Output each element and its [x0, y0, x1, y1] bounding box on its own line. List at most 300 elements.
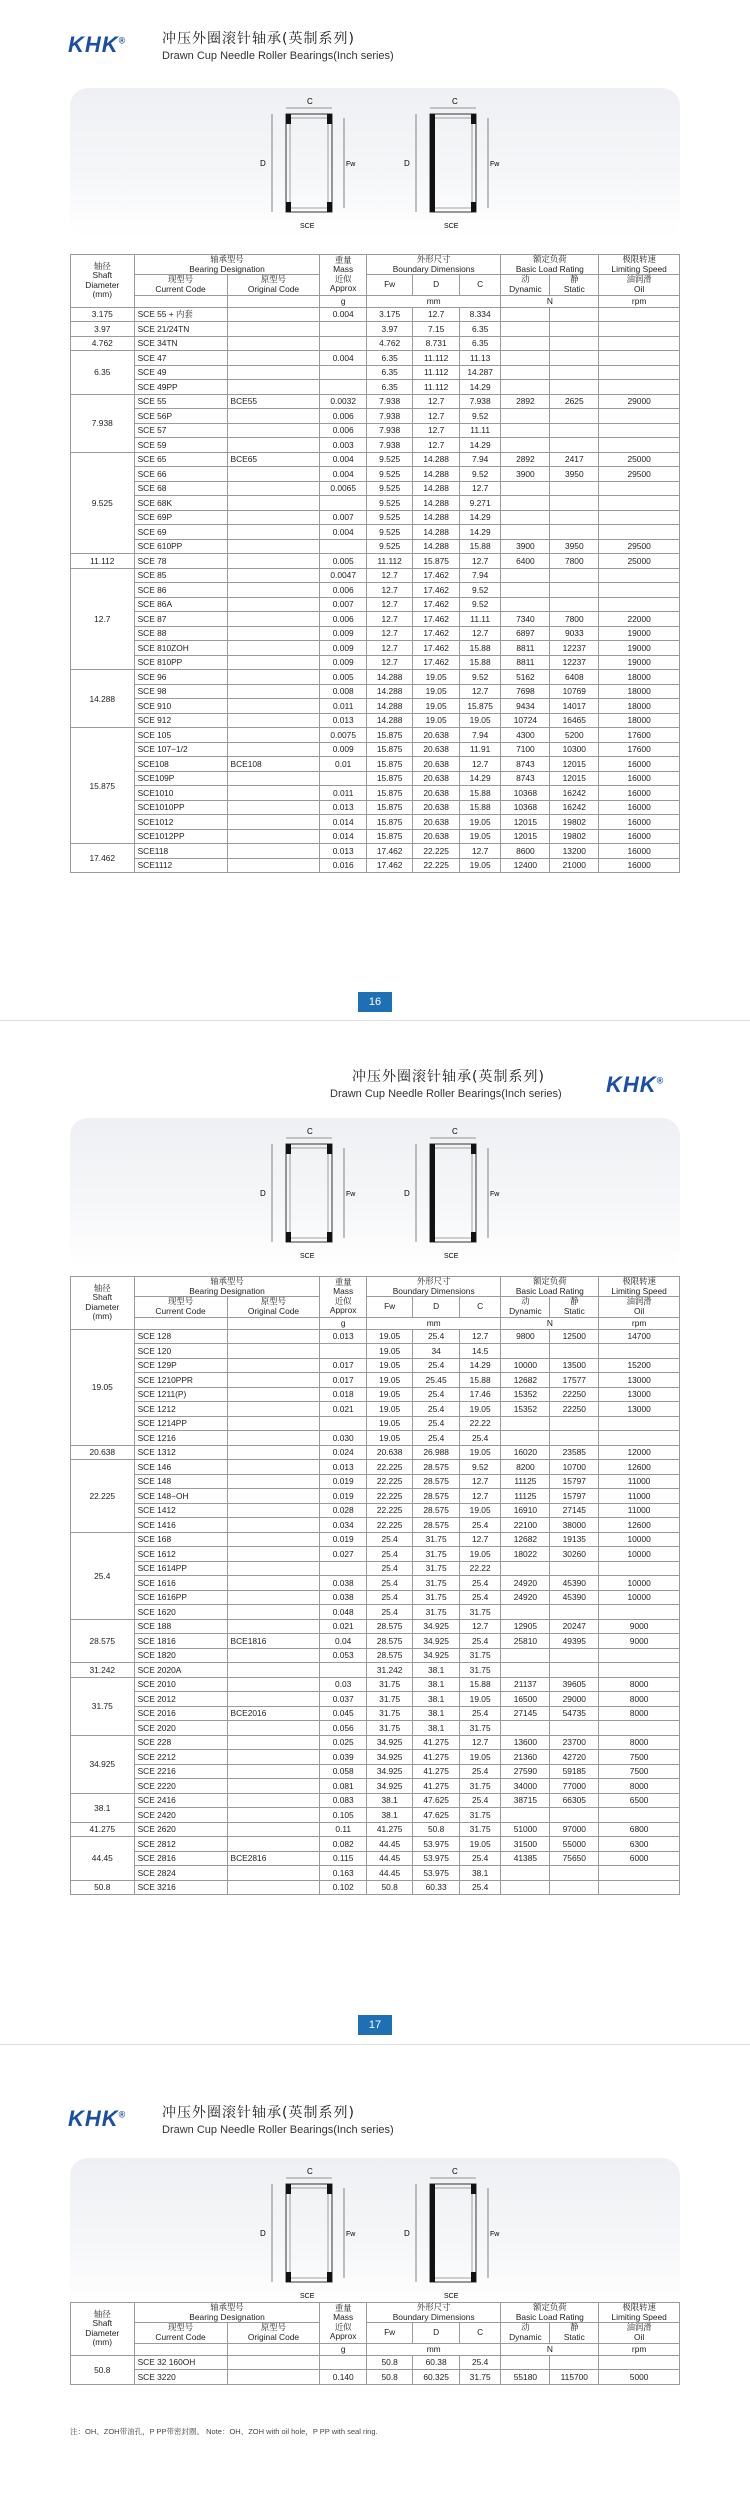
current-code-cell: SCE 49PP — [134, 380, 227, 395]
svg-text:Fw: Fw — [490, 2231, 500, 2238]
col-original: 原型号 Original Code — [227, 1297, 320, 1317]
bearing-diagram-closed — [390, 2164, 510, 2304]
table-row: 38.1 SCE 2416 0.083 38.1 47.625 25.4 38715 66305 6500 — [71, 1793, 680, 1808]
col-load: 额定负荷 Basic Load Rating — [501, 255, 599, 275]
table-subheader-row — [71, 275, 680, 295]
table-row: SCE 148−OH 0.019 22.225 28.575 12.7 11125 15797 11000 — [71, 1489, 680, 1504]
col-shaft: 轴径 Shaft Diameter (mm) — [71, 2303, 135, 2356]
shaft-diameter-cell: 4.762 — [71, 336, 135, 351]
table-row: SCE 59 0.003 7.938 12.7 14.29 — [71, 438, 680, 453]
col-c: C — [459, 2323, 501, 2343]
col-original: 原型号 Original Code — [227, 275, 320, 295]
table-row: SCE 2020 0.056 31.75 38.1 31.75 — [71, 1721, 680, 1736]
table-row: SCE1112 0.016 17.462 22.225 19.05 12400 21000 16000 — [71, 858, 680, 873]
current-code-cell: SCE109P — [134, 771, 227, 786]
original-code-cell — [227, 844, 320, 859]
original-code-cell — [227, 1460, 320, 1475]
table-row: 31.75 SCE 2010 0.03 31.75 38.1 15.88 21137 39605 8000 — [71, 1677, 680, 1692]
current-code-cell: SCE 2420 — [134, 1808, 227, 1823]
current-code-cell: SCE 2812 — [134, 1837, 227, 1852]
shaft-diameter-cell: 19.05 — [71, 1329, 135, 1445]
original-code-cell — [227, 1329, 320, 1344]
table-row: 11.112 SCE 78 0.005 11.112 15.875 12.7 6400 7800 25000 — [71, 554, 680, 569]
original-code-cell — [227, 1373, 320, 1388]
current-code-cell: SCE 69P — [134, 510, 227, 525]
original-code-cell — [227, 2370, 320, 2385]
svg-text:Fw: Fw — [346, 2231, 356, 2238]
khk-logo: KHK® — [68, 2106, 127, 2131]
svg-text:SCE: SCE — [300, 2293, 315, 2300]
table-row: 14.288 SCE 96 0.005 14.288 19.05 9.52 5162 6408 18000 — [71, 670, 680, 685]
table-row: SCE 129P 0.017 19.05 25.4 14.29 10000 13500 15200 — [71, 1358, 680, 1373]
table-row: SCE 810ZOH 0.009 12.7 17.462 15.88 8811 12237 19000 — [71, 641, 680, 656]
current-code-cell: SCE 55 + 内套 — [134, 307, 227, 322]
col-designation: 轴承型号 Bearing Designation — [134, 1277, 320, 1297]
current-code-cell: SCE 85 — [134, 568, 227, 583]
col-mass: 重量 Mass 近似 Approx — [320, 2303, 366, 2344]
table-row: SCE 68 0.0065 9.525 14.288 12.7 — [71, 481, 680, 496]
current-code-cell: SCE 2016 — [134, 1706, 227, 1721]
col-oil: 油润滑 Oil — [599, 2323, 680, 2343]
current-code-cell: SCE 228 — [134, 1735, 227, 1750]
table-row: SCE 1416 0.034 22.225 28.575 25.4 22100 38000 12600 — [71, 1518, 680, 1533]
svg-text:C: C — [452, 97, 458, 106]
original-code-cell — [227, 1721, 320, 1736]
original-code-cell — [227, 1677, 320, 1692]
original-code-cell — [227, 481, 320, 496]
table-row: SCE 912 0.013 14.288 19.05 19.05 10724 16465 18000 — [71, 713, 680, 728]
table-row: 3.175 SCE 55 + 内套 0.004 3.175 12.7 8.334 — [71, 307, 680, 322]
current-code-cell: SCE1112 — [134, 858, 227, 873]
original-code-cell — [227, 1489, 320, 1504]
original-code-cell — [227, 858, 320, 873]
dim-label-d: D — [260, 159, 266, 168]
table-row: SCE 49PP 6.35 11.112 14.29 — [71, 380, 680, 395]
table-row: 22.225 SCE 146 0.013 22.225 28.575 9.52 8200 10700 12600 — [71, 1460, 680, 1475]
current-code-cell: SCE 88 — [134, 626, 227, 641]
table-header-row — [71, 255, 680, 275]
current-code-cell: SCE 1416 — [134, 1518, 227, 1533]
original-code-cell: BCE2816 — [227, 1851, 320, 1866]
original-code-cell — [227, 539, 320, 554]
current-code-cell: SCE 810PP — [134, 655, 227, 670]
page-title-cn: 冲压外圈滚针轴承(英制系列) — [162, 2105, 355, 2121]
current-code-cell: SCE1012 — [134, 815, 227, 830]
table-row: SCE 2220 0.081 34.925 41.275 31.75 34000 77000 8000 — [71, 1779, 680, 1794]
table-row: SCE108 BCE108 0.01 15.875 20.638 12.7 8743 12015 16000 — [71, 757, 680, 772]
table-row: SCE 148 0.019 22.225 28.575 12.7 11125 15797 11000 — [71, 1474, 680, 1489]
original-code-cell — [227, 699, 320, 714]
shaft-diameter-cell: 14.288 — [71, 670, 135, 728]
shaft-diameter-cell: 50.8 — [71, 2355, 135, 2384]
current-code-cell: SCE 59 — [134, 438, 227, 453]
diagram-panel — [70, 2158, 680, 2308]
col-dynamic: 动 Dynamic — [501, 2323, 550, 2343]
svg-text:Fw: Fw — [346, 1191, 356, 1198]
col-load: 额定负荷 Basic Load Rating — [501, 1277, 599, 1297]
original-code-cell — [227, 1358, 320, 1373]
current-code-cell: SCE 1312 — [134, 1445, 227, 1460]
current-code-cell: SCE 168 — [134, 1532, 227, 1547]
table-row: SCE 69 0.004 9.525 14.288 14.29 — [71, 525, 680, 540]
current-code-cell: SCE 105 — [134, 728, 227, 743]
current-code-cell: SCE 2216 — [134, 1764, 227, 1779]
bearing-diagram-open — [242, 94, 362, 234]
current-code-cell: SCE 69 — [134, 525, 227, 540]
page-title-en: Drawn Cup Needle Roller Bearings(Inch series) — [162, 2124, 394, 2136]
table-row: SCE 56P 0.006 7.938 12.7 9.52 — [71, 409, 680, 424]
original-code-cell — [227, 1445, 320, 1460]
col-original: 原型号 Original Code — [227, 2323, 320, 2343]
table-row: SCE 810PP 0.009 12.7 17.462 15.88 8811 12237 19000 — [71, 655, 680, 670]
bearing-diagram-open — [242, 2164, 362, 2304]
shaft-diameter-cell: 38.1 — [71, 1793, 135, 1822]
col-d: D — [413, 275, 459, 295]
shaft-diameter-cell: 31.75 — [71, 1677, 135, 1735]
col-designation: 轴承型号 Bearing Designation — [134, 2303, 320, 2323]
col-shaft: 轴径 Shaft Diameter (mm) — [71, 1277, 135, 1330]
original-code-cell — [227, 1402, 320, 1417]
current-code-cell: SCE 120 — [134, 1344, 227, 1359]
table-subheader-row — [71, 2323, 680, 2343]
col-d: D — [413, 1297, 459, 1317]
table-row: SCE 1210PPR 0.017 19.05 25.45 15.88 12682 17577 13000 — [71, 1373, 680, 1388]
table-header-row — [71, 2303, 680, 2323]
original-code-cell — [227, 467, 320, 482]
shaft-diameter-cell: 22.225 — [71, 1460, 135, 1533]
table-row: 20.638 SCE 1312 0.024 20.638 26.988 19.05 16020 23585 12000 — [71, 1445, 680, 1460]
shaft-diameter-cell: 7.938 — [71, 394, 135, 452]
current-code-cell: SCE 78 — [134, 554, 227, 569]
table-row: SCE 1616 0.038 25.4 31.75 25.4 24920 45390 10000 — [71, 1576, 680, 1591]
catalog-page-17 — [0, 1030, 750, 2040]
table-row: 25.4 SCE 168 0.019 25.4 31.75 12.7 12682 19135 10000 — [71, 1532, 680, 1547]
current-code-cell: SCE118 — [134, 844, 227, 859]
svg-text:C: C — [452, 1127, 458, 1136]
original-code-cell — [227, 1663, 320, 1678]
dim-label-fw: Fw — [346, 161, 356, 168]
current-code-cell: SCE 3220 — [134, 2370, 227, 2385]
original-code-cell: BCE55 — [227, 394, 320, 409]
page-title-en: Drawn Cup Needle Roller Bearings(Inch series) — [162, 50, 394, 62]
original-code-cell — [227, 438, 320, 453]
svg-text:C: C — [307, 2167, 313, 2176]
current-code-cell: SCE 1210PPR — [134, 1373, 227, 1388]
table-row: SCE 1216 0.030 19.05 25.4 25.4 — [71, 1431, 680, 1446]
shaft-diameter-cell: 17.462 — [71, 844, 135, 873]
shaft-diameter-cell: 9.525 — [71, 452, 135, 554]
col-static: 静 Static — [550, 275, 599, 295]
current-code-cell: SCE 1216 — [134, 1431, 227, 1446]
original-code-cell — [227, 510, 320, 525]
original-code-cell — [227, 655, 320, 670]
khk-logo: KHK® — [68, 32, 127, 57]
original-code-cell — [227, 742, 320, 757]
table-row: 50.8 SCE 3216 0.102 50.8 60.33 25.4 — [71, 1880, 680, 1895]
table-row: SCE1010 0.011 15.875 20.638 15.88 10368 16242 16000 — [71, 786, 680, 801]
current-code-cell: SCE 1412 — [134, 1503, 227, 1518]
current-code-cell: SCE 32 160OH — [134, 2355, 227, 2370]
original-code-cell — [227, 322, 320, 337]
current-code-cell: SCE 1612 — [134, 1547, 227, 1562]
col-dimensions: 外形尺寸 Boundary Dimensions — [366, 255, 501, 275]
original-code-cell — [227, 1416, 320, 1431]
table-row: 7.938 SCE 55 BCE55 0.0032 7.938 12.7 7.938 2892 2625 29000 — [71, 394, 680, 409]
col-dynamic: 动 Dynamic — [501, 275, 550, 295]
table-row: 6.35 SCE 47 0.004 6.35 11.112 11.13 — [71, 351, 680, 366]
svg-text:C: C — [452, 2167, 458, 2176]
current-code-cell: SCE 910 — [134, 699, 227, 714]
original-code-cell — [227, 670, 320, 685]
table-row: SCE 2420 0.105 38.1 47.625 31.75 — [71, 1808, 680, 1823]
diagram-panel — [70, 1118, 680, 1268]
original-code-cell — [227, 351, 320, 366]
table-row: SCE 88 0.009 12.7 17.462 12.7 6897 9033 19000 — [71, 626, 680, 641]
table-row: SCE 1211(P) 0.018 19.05 25.4 17.46 15352 22250 13000 — [71, 1387, 680, 1402]
col-oil: 油润滑 Oil — [599, 275, 680, 295]
current-code-cell: SCE1010 — [134, 786, 227, 801]
current-code-cell: SCE 1614PP — [134, 1561, 227, 1576]
original-code-cell: BCE2016 — [227, 1706, 320, 1721]
svg-text:Fw: Fw — [490, 161, 500, 168]
current-code-cell: SCE 55 — [134, 394, 227, 409]
current-code-cell: SCE 810ZOH — [134, 641, 227, 656]
current-code-cell: SCE 57 — [134, 423, 227, 438]
current-code-cell: SCE 1820 — [134, 1648, 227, 1663]
shaft-diameter-cell: 44.45 — [71, 1837, 135, 1881]
current-code-cell: SCE 128 — [134, 1329, 227, 1344]
table-row: 17.462 SCE118 0.013 17.462 22.225 12.7 8600 13200 16000 — [71, 844, 680, 859]
page-title-cn: 冲压外圈滚针轴承(英制系列) — [352, 1069, 545, 1085]
current-code-cell: SCE 912 — [134, 713, 227, 728]
current-code-cell: SCE 1616PP — [134, 1590, 227, 1605]
table-row: SCE 69P 0.007 9.525 14.288 14.29 — [71, 510, 680, 525]
table-row: SCE 2816 BCE2816 0.115 44.45 53.975 25.4 41385 75650 6000 — [71, 1851, 680, 1866]
original-code-cell — [227, 307, 320, 322]
current-code-cell: SCE 66 — [134, 467, 227, 482]
current-code-cell: SCE 148 — [134, 1474, 227, 1489]
current-code-cell: SCE 34TN — [134, 336, 227, 351]
page-number-16: 16 — [358, 992, 392, 1012]
table-subheader-row — [71, 1297, 680, 1317]
original-code-cell — [227, 1431, 320, 1446]
original-code-cell — [227, 1793, 320, 1808]
current-code-cell: SCE 3216 — [134, 1880, 227, 1895]
table-row: SCE 68K 9.525 14.288 9.271 — [71, 496, 680, 511]
original-code-cell — [227, 583, 320, 598]
current-code-cell: SCE 56P — [134, 409, 227, 424]
table-row: SCE 1816 BCE1816 0.04 28.575 34.925 25.4 25810 49395 9000 — [71, 1634, 680, 1649]
col-d: D — [413, 2323, 459, 2343]
col-shaft: 轴径 Shaft Diameter (mm) — [71, 255, 135, 308]
original-code-cell — [227, 1590, 320, 1605]
current-code-cell: SCE 148−OH — [134, 1489, 227, 1504]
current-code-cell: SCE1012PP — [134, 829, 227, 844]
table-row: SCE1010PP 0.013 15.875 20.638 15.88 10368 16242 16000 — [71, 800, 680, 815]
current-code-cell: SCE 2212 — [134, 1750, 227, 1765]
original-code-cell — [227, 641, 320, 656]
original-code-cell — [227, 1547, 320, 1562]
current-code-cell: SCE 1212 — [134, 1402, 227, 1417]
shaft-diameter-cell: 41.275 — [71, 1822, 135, 1837]
col-static: 静 Static — [550, 2323, 599, 2343]
table-row: SCE 120 19.05 34 14.5 — [71, 1344, 680, 1359]
original-code-cell: BCE65 — [227, 452, 320, 467]
col-mass: 重量 Mass 近似 Approx — [320, 255, 366, 296]
original-code-cell — [227, 568, 320, 583]
current-code-cell: SCE 86 — [134, 583, 227, 598]
current-code-cell: SCE 1616 — [134, 1576, 227, 1591]
svg-text:D: D — [260, 1189, 266, 1198]
table-unit-row: g mm N rpm — [71, 1317, 680, 1329]
table-row: SCE109P 15.875 20.638 14.29 8743 12015 16000 — [71, 771, 680, 786]
table-row: SCE 910 0.011 14.288 19.05 15.875 9434 14017 18000 — [71, 699, 680, 714]
original-code-cell — [227, 1750, 320, 1765]
page-title-en: Drawn Cup Needle Roller Bearings(Inch series) — [330, 1088, 562, 1100]
current-code-cell: SCE 1211(P) — [134, 1387, 227, 1402]
original-code-cell — [227, 1532, 320, 1547]
current-code-cell: SCE 68K — [134, 496, 227, 511]
original-code-cell — [227, 525, 320, 540]
original-code-cell — [227, 829, 320, 844]
table-row: 28.575 SCE 188 0.021 28.575 34.925 12.7 12905 20247 9000 — [71, 1619, 680, 1634]
current-code-cell: SCE 2010 — [134, 1677, 227, 1692]
original-code-cell — [227, 597, 320, 612]
bearing-table-page-18 — [70, 2302, 680, 2385]
col-oil: 油润滑 Oil — [599, 1297, 680, 1317]
shaft-diameter-cell: 20.638 — [71, 1445, 135, 1460]
current-code-cell: SCE 2220 — [134, 1779, 227, 1794]
catalog-page-16 — [0, 0, 750, 1010]
shaft-diameter-cell: 12.7 — [71, 568, 135, 670]
col-fw: Fw — [366, 1297, 412, 1317]
current-code-cell: SCE 610PP — [134, 539, 227, 554]
original-code-cell — [227, 1764, 320, 1779]
table-unit-row: g mm N rpm — [71, 295, 680, 307]
khk-logo: KHK® — [606, 1072, 665, 1097]
svg-text:D: D — [404, 2229, 410, 2238]
current-code-cell: SCE 2020 — [134, 1721, 227, 1736]
table-row: SCE 86A 0.007 12.7 17.462 9.52 — [71, 597, 680, 612]
original-code-cell — [227, 496, 320, 511]
col-dimensions: 外形尺寸 Boundary Dimensions — [366, 2303, 501, 2323]
table-row: SCE 2016 BCE2016 0.045 31.75 38.1 25.4 27145 54735 8000 — [71, 1706, 680, 1721]
col-dynamic: 动 Dynamic — [501, 1297, 550, 1317]
table-row: SCE 49 6.35 11.112 14.287 — [71, 365, 680, 380]
shaft-diameter-cell: 34.925 — [71, 1735, 135, 1793]
original-code-cell — [227, 800, 320, 815]
shaft-diameter-cell: 25.4 — [71, 1532, 135, 1619]
table-row: SCE 1412 0.028 22.225 28.575 19.05 16910 27145 11000 — [71, 1503, 680, 1518]
dim-label-c: C — [307, 97, 313, 106]
col-current: 现型号 Current Code — [134, 1297, 227, 1317]
table-row: SCE 610PP 9.525 14.288 15.88 3900 3950 29500 — [71, 539, 680, 554]
current-code-cell: SCE 2824 — [134, 1866, 227, 1881]
dim-label-sce: SCE — [300, 223, 315, 230]
original-code-cell — [227, 336, 320, 351]
table-row: SCE 98 0.008 14.288 19.05 12.7 7698 10769 18000 — [71, 684, 680, 699]
original-code-cell — [227, 1648, 320, 1663]
original-code-cell — [227, 1880, 320, 1895]
original-code-cell — [227, 409, 320, 424]
original-code-cell — [227, 728, 320, 743]
original-code-cell — [227, 423, 320, 438]
current-code-cell: SCE 1214PP — [134, 1416, 227, 1431]
table-row: SCE 1212 0.021 19.05 25.4 19.05 15352 22250 13000 — [71, 1402, 680, 1417]
bearing-diagram-closed — [390, 1124, 510, 1264]
table-row: SCE1012 0.014 15.875 20.638 19.05 12015 19802 16000 — [71, 815, 680, 830]
table-row: SCE 2212 0.039 34.925 41.275 19.05 21360 42720 7500 — [71, 1750, 680, 1765]
original-code-cell — [227, 713, 320, 728]
table-row: 44.45 SCE 2812 0.082 44.45 53.975 19.05 31500 55000 6300 — [71, 1837, 680, 1852]
original-code-cell: BCE108 — [227, 757, 320, 772]
table-row: 12.7 SCE 85 0.0047 12.7 17.462 7.94 — [71, 568, 680, 583]
bearing-table-page-16 — [70, 254, 680, 873]
page-number-17: 17 — [358, 2015, 392, 2035]
shaft-diameter-cell: 50.8 — [71, 1880, 135, 1895]
col-load: 额定负荷 Basic Load Rating — [501, 2303, 599, 2323]
col-speed: 极限转速 Limiting Speed — [599, 2303, 680, 2323]
table-row: SCE 86 0.006 12.7 17.462 9.52 — [71, 583, 680, 598]
svg-text:SCE: SCE — [444, 2293, 459, 2300]
current-code-cell: SCE 1620 — [134, 1605, 227, 1620]
current-code-cell: SCE 1816 — [134, 1634, 227, 1649]
svg-text:SCE: SCE — [444, 223, 459, 230]
table-row: 15.875 SCE 105 0.0075 15.875 20.638 7.94 4300 5200 17600 — [71, 728, 680, 743]
original-code-cell — [227, 612, 320, 627]
shaft-diameter-cell: 3.97 — [71, 322, 135, 337]
table-row: SCE 1620 0.048 25.4 31.75 31.75 — [71, 1605, 680, 1620]
current-code-cell: SCE 129P — [134, 1358, 227, 1373]
original-code-cell — [227, 684, 320, 699]
table-row: SCE 66 0.004 9.525 14.288 9.52 3900 3950 29500 — [71, 467, 680, 482]
current-code-cell: SCE 86A — [134, 597, 227, 612]
original-code-cell — [227, 380, 320, 395]
current-code-cell: SCE 65 — [134, 452, 227, 467]
current-code-cell: SCE 2620 — [134, 1822, 227, 1837]
shaft-diameter-cell: 28.575 — [71, 1619, 135, 1663]
original-code-cell — [227, 1474, 320, 1489]
footnote: 注：OH、ZOH带油孔，P PP带密封圈。 Note：OH、ZOH with oil hole，P PP with seal ring. — [70, 2427, 378, 2436]
current-code-cell: SCE 87 — [134, 612, 227, 627]
table-row: 41.275 SCE 2620 0.11 41.275 50.8 31.75 51000 97000 6800 — [71, 1822, 680, 1837]
table-row: SCE 1616PP 0.038 25.4 31.75 25.4 24920 45390 10000 — [71, 1590, 680, 1605]
table-row: SCE1012PP 0.014 15.875 20.638 19.05 12015 19802 16000 — [71, 829, 680, 844]
table-row: SCE 2216 0.058 34.925 41.275 25.4 27590 59185 7500 — [71, 1764, 680, 1779]
table-row: SCE 1614PP 25.4 31.75 22.22 — [71, 1561, 680, 1576]
bearing-diagram-open — [242, 1124, 362, 1264]
shaft-diameter-cell: 6.35 — [71, 351, 135, 395]
table-row: 3.97 SCE 21/24TN 3.97 7.15 6.35 — [71, 322, 680, 337]
shaft-diameter-cell: 15.875 — [71, 728, 135, 844]
original-code-cell — [227, 1518, 320, 1533]
shaft-diameter-cell: 31.242 — [71, 1663, 135, 1678]
svg-text:Fw: Fw — [490, 1191, 500, 1198]
table-row: 19.05 SCE 128 0.013 19.05 25.4 12.7 9800 12500 14700 — [71, 1329, 680, 1344]
current-code-cell: SCE1010PP — [134, 800, 227, 815]
current-code-cell: SCE 107−1/2 — [134, 742, 227, 757]
original-code-cell — [227, 1576, 320, 1591]
table-row: SCE 57 0.006 7.938 12.7 11.11 — [71, 423, 680, 438]
col-c: C — [459, 275, 501, 295]
original-code-cell — [227, 815, 320, 830]
table-row: 4.762 SCE 34TN 4.762 8.731 6.35 — [71, 336, 680, 351]
original-code-cell — [227, 771, 320, 786]
col-dimensions: 外形尺寸 Boundary Dimensions — [366, 1277, 501, 1297]
current-code-cell: SCE 98 — [134, 684, 227, 699]
table-row: 9.525 SCE 65 BCE65 0.004 9.525 14.288 7.94 2892 2417 25000 — [71, 452, 680, 467]
col-speed: 极限转速 Limiting Speed — [599, 1277, 680, 1297]
